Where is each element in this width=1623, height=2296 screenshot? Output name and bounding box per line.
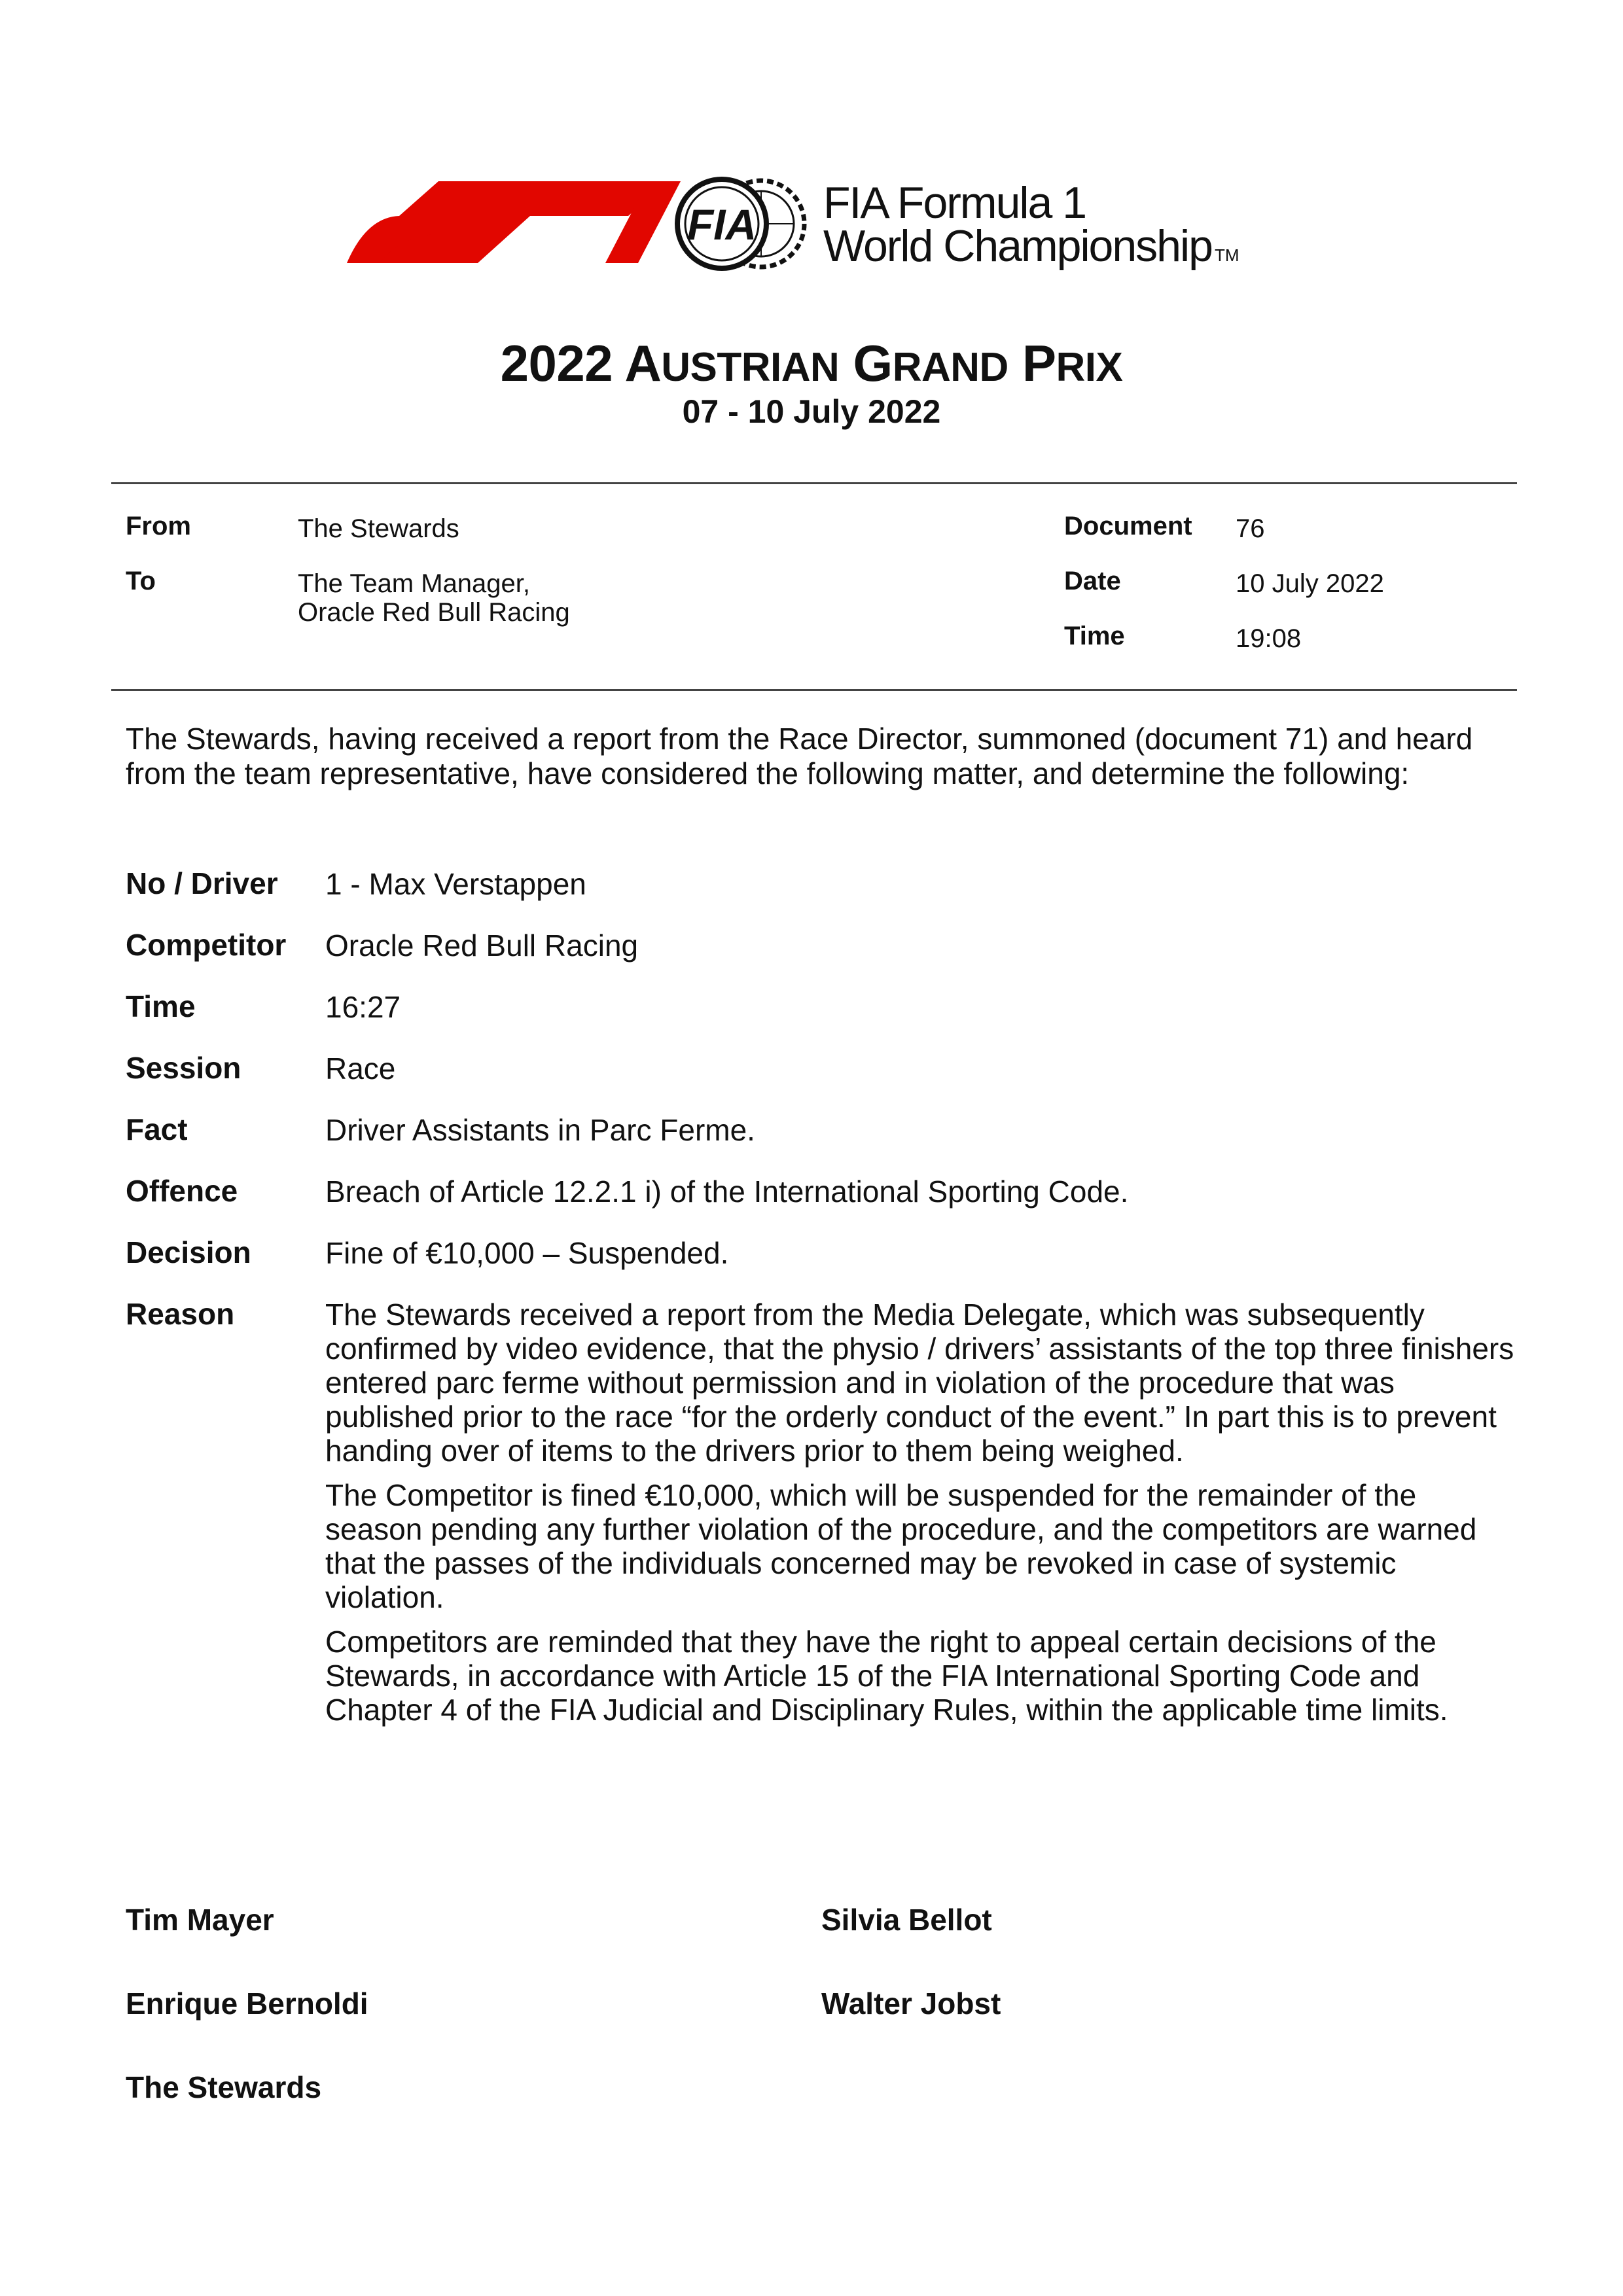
- date-value: 10 July 2022: [1236, 569, 1384, 598]
- title-rest-grand: RAND: [892, 345, 1008, 390]
- signature-footer: The Stewards: [126, 2070, 322, 2104]
- f1-logo-icon: [340, 171, 681, 276]
- logo-line-1: FIA Formula 1: [823, 178, 1086, 228]
- field-value-competitor: Oracle Red Bull Racing: [325, 928, 639, 963]
- steward-name-3: Enrique Bernoldi: [126, 1987, 368, 2021]
- field-label-driver: No / Driver: [126, 866, 278, 900]
- document-value: 76: [1236, 514, 1265, 543]
- date-label: Date: [1064, 567, 1121, 595]
- logo-trademark: TM: [1214, 245, 1240, 265]
- header-top-divider: [111, 482, 1517, 484]
- to-value-line-1: The Team Manager,: [298, 569, 531, 598]
- steward-name-2: Silvia Bellot: [821, 1903, 992, 1937]
- from-label: From: [126, 512, 191, 540]
- reason-text: [325, 1298, 1516, 1737]
- steward-name-4: Walter Jobst: [821, 1987, 1001, 2021]
- time-value: 19:08: [1236, 624, 1302, 653]
- title-rest-austrian: USTRIAN: [661, 345, 840, 390]
- from-value: The Stewards: [298, 514, 459, 543]
- document-label: Document: [1064, 512, 1192, 540]
- title-initial-g: G: [853, 334, 893, 392]
- field-label-offence: Offence: [126, 1174, 238, 1208]
- event-title: [0, 334, 1623, 393]
- event-dates: 07 - 10 July 2022: [682, 393, 941, 430]
- field-label-decision: Decision: [126, 1235, 251, 1269]
- fia-f1-logo: [340, 171, 1322, 276]
- steward-name-1: Tim Mayer: [126, 1903, 274, 1937]
- field-value-fact: Driver Assistants in Parc Ferme.: [325, 1113, 755, 1147]
- reason-paragraph-1: The Stewards received a report from the Media Delegate, which was subsequently confirmed by video evidence, that the physio / drivers’ assistants of the top three finishers entered parc ferme without permission and in violation of the procedure that was published prior to the race “for the orderly conduct of the event.” In part this is to prevent handing over of items to the drivers prior to them being weighed.: [325, 1298, 1514, 1468]
- title-rest-prix: RIX: [1056, 345, 1123, 390]
- title-initial-a: A: [624, 334, 662, 392]
- title-initial-p: P: [1022, 334, 1056, 392]
- fia-badge-text: FIA: [687, 200, 757, 249]
- time-label: Time: [1064, 622, 1125, 650]
- field-value-offence: Breach of Article 12.2.1 i) of the International Sporting Code.: [325, 1174, 1129, 1209]
- field-value-time: 16:27: [325, 990, 401, 1024]
- field-label-reason: Reason: [126, 1297, 235, 1331]
- field-value-driver: 1 - Max Verstappen: [325, 867, 586, 901]
- field-label-competitor: Competitor: [126, 928, 287, 962]
- reason-paragraph-2: The Competitor is fined €10,000, which will be suspended for the remainder of the season pending any further violation of the procedure, and the competitors are warned that the passes of the individuals concerned may be revoked in case of systemic violation.: [325, 1478, 1477, 1614]
- reason-paragraph-3: Competitors are reminded that they have the right to appeal certain decisions of the Stewards, in accordance with Article 15 of the FIA International Sporting Code and Chapter 4 of the FIA Judicial and Disciplinary Rules, within the applicable time limits.: [325, 1625, 1448, 1727]
- fia-badge-icon: [671, 171, 808, 276]
- event-year: 2022: [500, 334, 613, 392]
- intro-paragraph: The Stewards, having received a report from the Race Director, summoned (document 71) and heard from the team representative, have considered the following matter, and determine the following:: [126, 722, 1473, 790]
- to-value: [298, 569, 570, 627]
- field-label-session: Session: [126, 1051, 241, 1085]
- to-value-line-2: Oracle Red Bull Racing: [298, 598, 570, 627]
- field-label-time: Time: [126, 989, 196, 1023]
- logo-line-2: World Championship: [823, 221, 1212, 271]
- field-value-decision: Fine of €10,000 – Suspended.: [325, 1236, 729, 1270]
- to-label: To: [126, 567, 156, 595]
- field-value-session: Race: [325, 1051, 396, 1086]
- logo-line-2-wrap: [823, 221, 1240, 271]
- field-label-fact: Fact: [126, 1112, 188, 1146]
- header-bottom-divider: [111, 689, 1517, 691]
